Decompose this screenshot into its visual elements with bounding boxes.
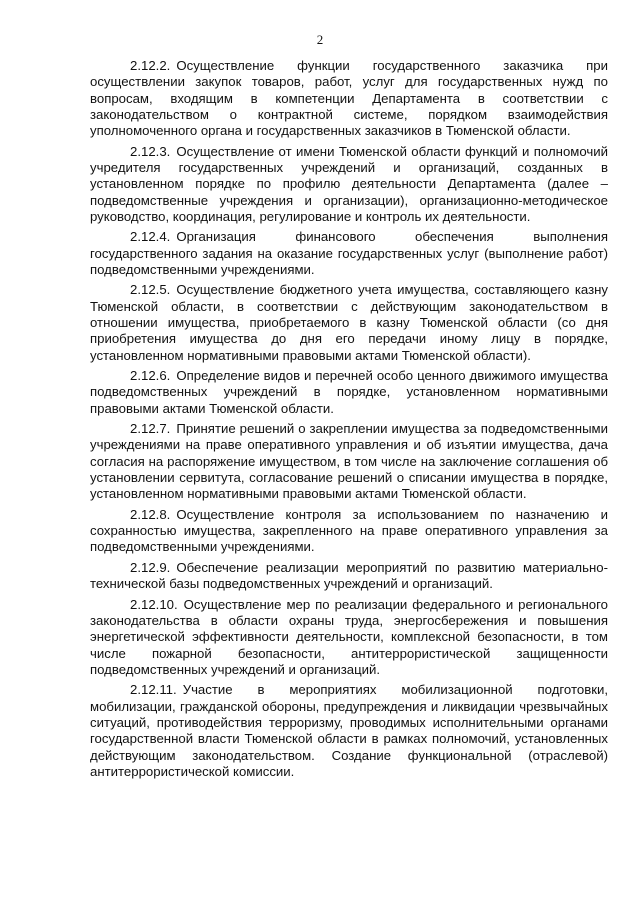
document-body (90, 58, 608, 784)
paragraph-number: 2.12.5. (130, 282, 171, 298)
paragraph-text: Принятие решений о закреплении имущества за подведомственными учреждениями на праве оперативного управления и об изъятии имущества, дача согласия на распоряжение имуществом, в том числе на заключение соглашения об установлении сервитута, согласование решений о списании имущества в порядке, установленном нормативными правовыми актами Тюменской области. (90, 421, 608, 502)
paragraph-2-12-8 (90, 507, 608, 556)
paragraph-number: 2.12.8. (130, 506, 171, 522)
paragraph-2-12-5 (90, 282, 608, 363)
paragraph-text: Осуществление мер по реализации федерального и регионального законодательства в области охраны труда, энергосбережения и повышения энергетической эффективности деятельности, комплексной безопасности, в том числе пожарной безопасности, антитеррористической защищенности подведомственных учреждений и организаций. (90, 596, 608, 677)
paragraph-text: Определение видов и перечней особо ценного движимого имущества подведомственных учреждений в порядке, установленном нормативными правовыми актами Тюменской области. (90, 368, 608, 416)
paragraph-2-12-11 (90, 682, 608, 780)
paragraph-text: Осуществление контроля за использованием по назначению и сохранностью имущества, закрепленного на праве оперативного управления за подведомственными учреждениями. (90, 506, 608, 555)
paragraph-number: 2.12.10. (130, 596, 178, 612)
paragraph-text: Осуществление от имени Тюменской области функций и полномочий учредителя государственных учреждений и организаций, созданных в установленном порядке по профилю деятельности Департамента (далее – подведомственные учреждения и организации), организационно-методическое руководство, координация, регулирование и контроль их деятельности. (90, 143, 608, 224)
paragraph-number: 2.12.9. (130, 559, 171, 575)
paragraph-number: 2.12.3. (130, 143, 171, 159)
paragraph-number: 2.12.4. (130, 229, 171, 245)
paragraph-2-12-10 (90, 597, 608, 678)
paragraph-2-12-4 (90, 229, 608, 278)
paragraph-2-12-9 (90, 560, 608, 593)
paragraph-text: Участие в мероприятиях мобилизационной подготовки, мобилизации, гражданской обороны, предупреждения и ликвидации чрезвычайных ситуаций, противодействия терроризму, проводимых исполнительными органами государственной власти Тюменской области в рамках полномочий, установленных действующим законодательством. Создание функциональной (отраслевой) антитеррористической комиссии. (90, 682, 608, 779)
paragraph-2-12-7 (90, 421, 608, 502)
paragraph-text: Осуществление бюджетного учета имущества, составляющего казну Тюменской области, в соответствии с действующим законодательством в отношении имущества, приобретаемого в казну Тюменской области (со дня приобретения имущества до дня его передачи иному лицу в порядке, установленном нормативными правовыми актами Тюменской области). (90, 282, 608, 363)
paragraph-number: 2.12.6. (130, 368, 171, 384)
paragraph-number: 2.12.11. (130, 682, 177, 698)
page-number: 2 (316, 32, 324, 47)
paragraph-text: Обеспечение реализации мероприятий по развитию материально-технической базы подведомственных учреждений и организаций. (90, 559, 608, 592)
paragraph-text: Осуществление функции государственного заказчика при осуществлении закупок товаров, работ, услуг для государственных нужд по вопросам, входящим в компетенции Департамента в соответствии с законодательством о контрактной системе, порядком взаимодействия уполномоченного органа и государственных заказчиков в Тюменской области. (90, 58, 608, 139)
paragraph-2-12-2 (90, 58, 608, 139)
paragraph-number: 2.12.2. (130, 58, 171, 73)
paragraph-number: 2.12.7. (130, 421, 171, 437)
paragraph-2-12-3 (90, 144, 608, 225)
paragraph-text: Организация финансового обеспечения выполнения государственного задания на оказание государственных услуг (выполнение работ) подведомственными учреждениями. (90, 229, 608, 277)
paragraph-2-12-6 (90, 368, 608, 417)
